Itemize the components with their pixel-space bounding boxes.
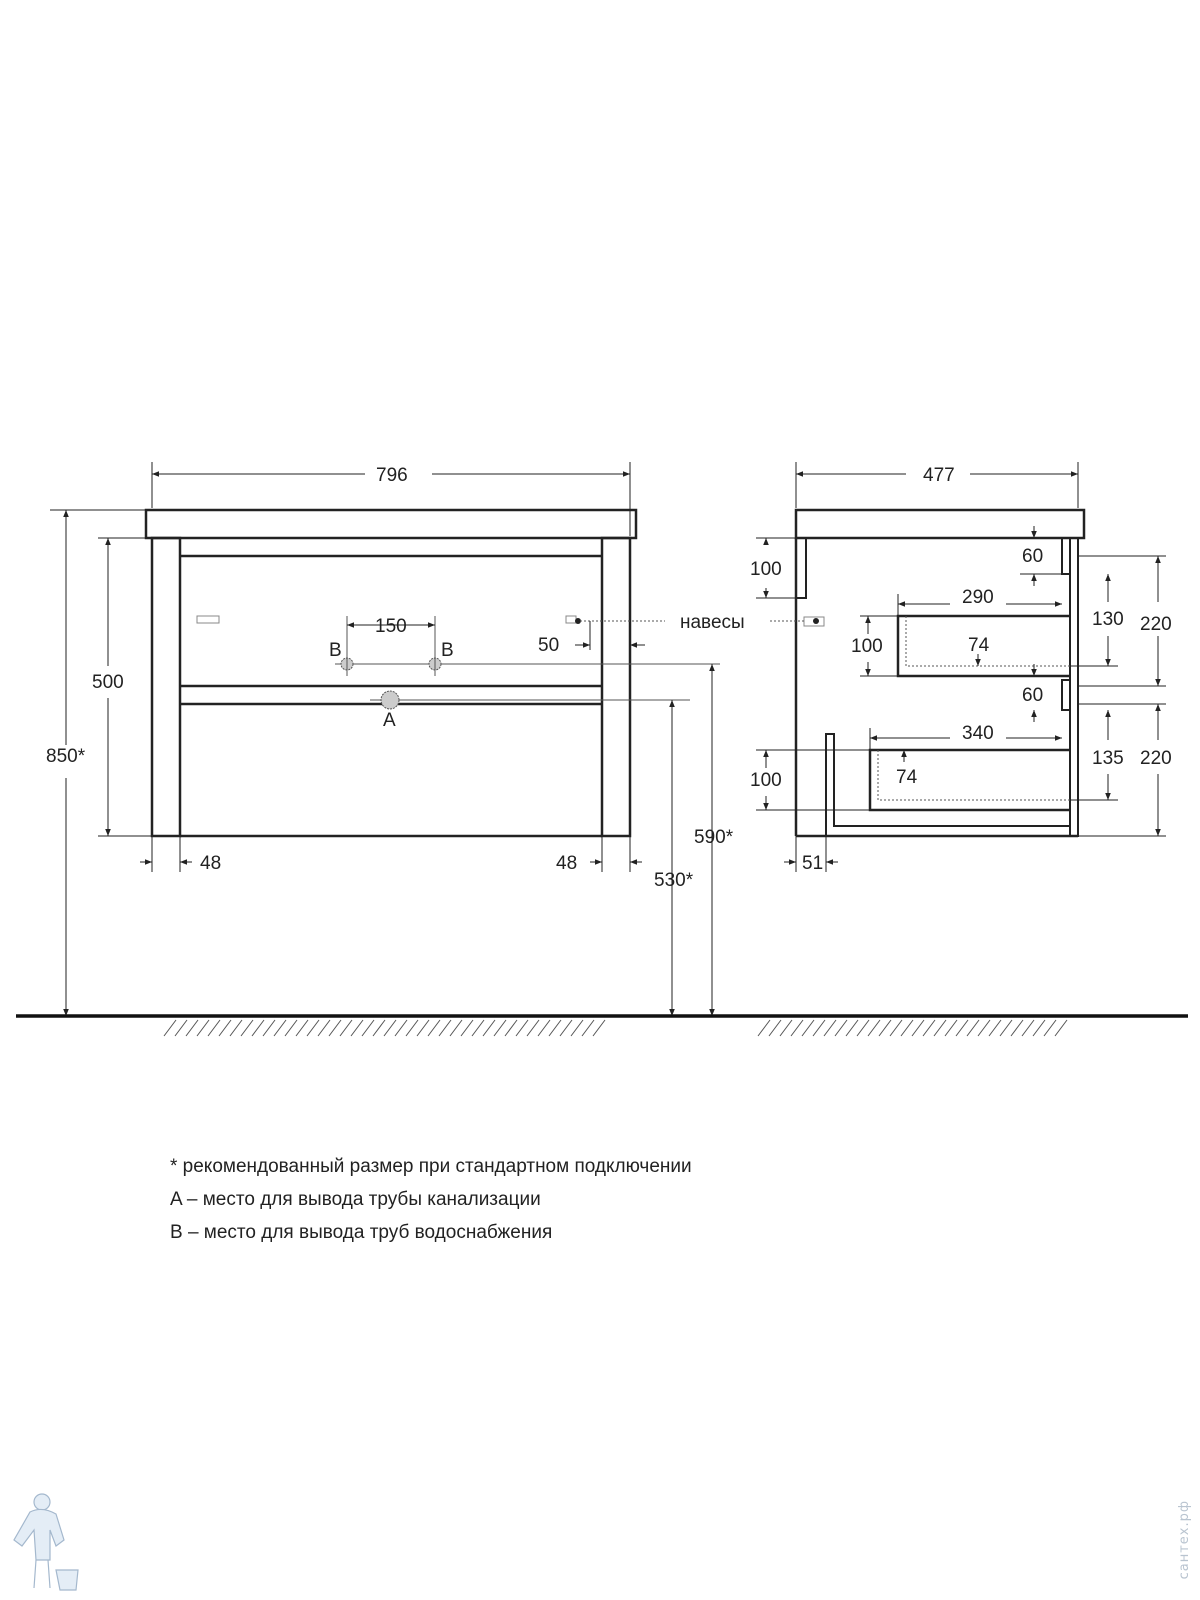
- dim-water-height: 590*: [694, 827, 734, 848]
- label-hinges: навесы: [680, 612, 745, 633]
- dim-hinge-offset: 50: [538, 635, 560, 656]
- dim-lower-drawer-height: 100: [750, 770, 782, 791]
- dim-body-height: 500: [92, 672, 124, 693]
- front-countertop: [146, 510, 636, 538]
- note-water: B – место для вывода труб водоснабжения: [170, 1222, 553, 1243]
- dim-upper-handle: 74: [968, 635, 990, 656]
- dim-lower-front-height: 220: [1140, 748, 1172, 769]
- note-recommended: * рекомендованный размер при стандартном подключении: [170, 1156, 692, 1177]
- side-view: [756, 462, 1166, 872]
- dim-back-offset: 51: [802, 853, 824, 874]
- dim-left-leg: 48: [200, 853, 222, 874]
- dim-right-leg: 48: [556, 853, 578, 874]
- hinge-right-icon: [566, 616, 576, 623]
- dim-lower-gap: 60: [1022, 685, 1044, 706]
- dim-upper-inner-height: 130: [1092, 609, 1124, 630]
- front-right-leg: [602, 538, 630, 836]
- notes: [170, 1150, 692, 1249]
- dim-lower-handle: 74: [896, 767, 918, 788]
- side-countertop: [796, 510, 1084, 538]
- dim-overall-depth: 477: [923, 465, 955, 486]
- dim-overall-width: 796: [376, 465, 408, 486]
- floor: [16, 1016, 1188, 1036]
- dim-drain-height: 530*: [654, 870, 694, 891]
- note-drain: A – место для вывода трубы канализации: [170, 1189, 541, 1210]
- dim-lower-inner-height: 135: [1092, 748, 1124, 769]
- drain-outlet: [381, 691, 399, 709]
- dim-lower-drawer-depth: 340: [962, 723, 994, 744]
- watermark: сантех.рф: [1177, 1500, 1192, 1580]
- front-left-leg: [152, 538, 180, 836]
- mascot-logo-icon: [14, 1494, 78, 1590]
- dim-upper-panel-height: 100: [750, 559, 782, 580]
- front-view: [50, 462, 720, 1016]
- dim-upper-front-height: 220: [1140, 614, 1172, 635]
- dim-water-spacing: 150: [375, 616, 407, 637]
- hinge-left-icon: [197, 616, 219, 623]
- dim-upper-drawer-height: 100: [851, 636, 883, 657]
- label-drain: A: [383, 710, 396, 731]
- dim-upper-gap: 60: [1022, 546, 1044, 567]
- dim-upper-drawer-depth: 290: [962, 587, 994, 608]
- label-water-right: B: [441, 640, 454, 661]
- label-water-left: B: [329, 640, 342, 661]
- dim-overall-height: 850*: [46, 746, 86, 767]
